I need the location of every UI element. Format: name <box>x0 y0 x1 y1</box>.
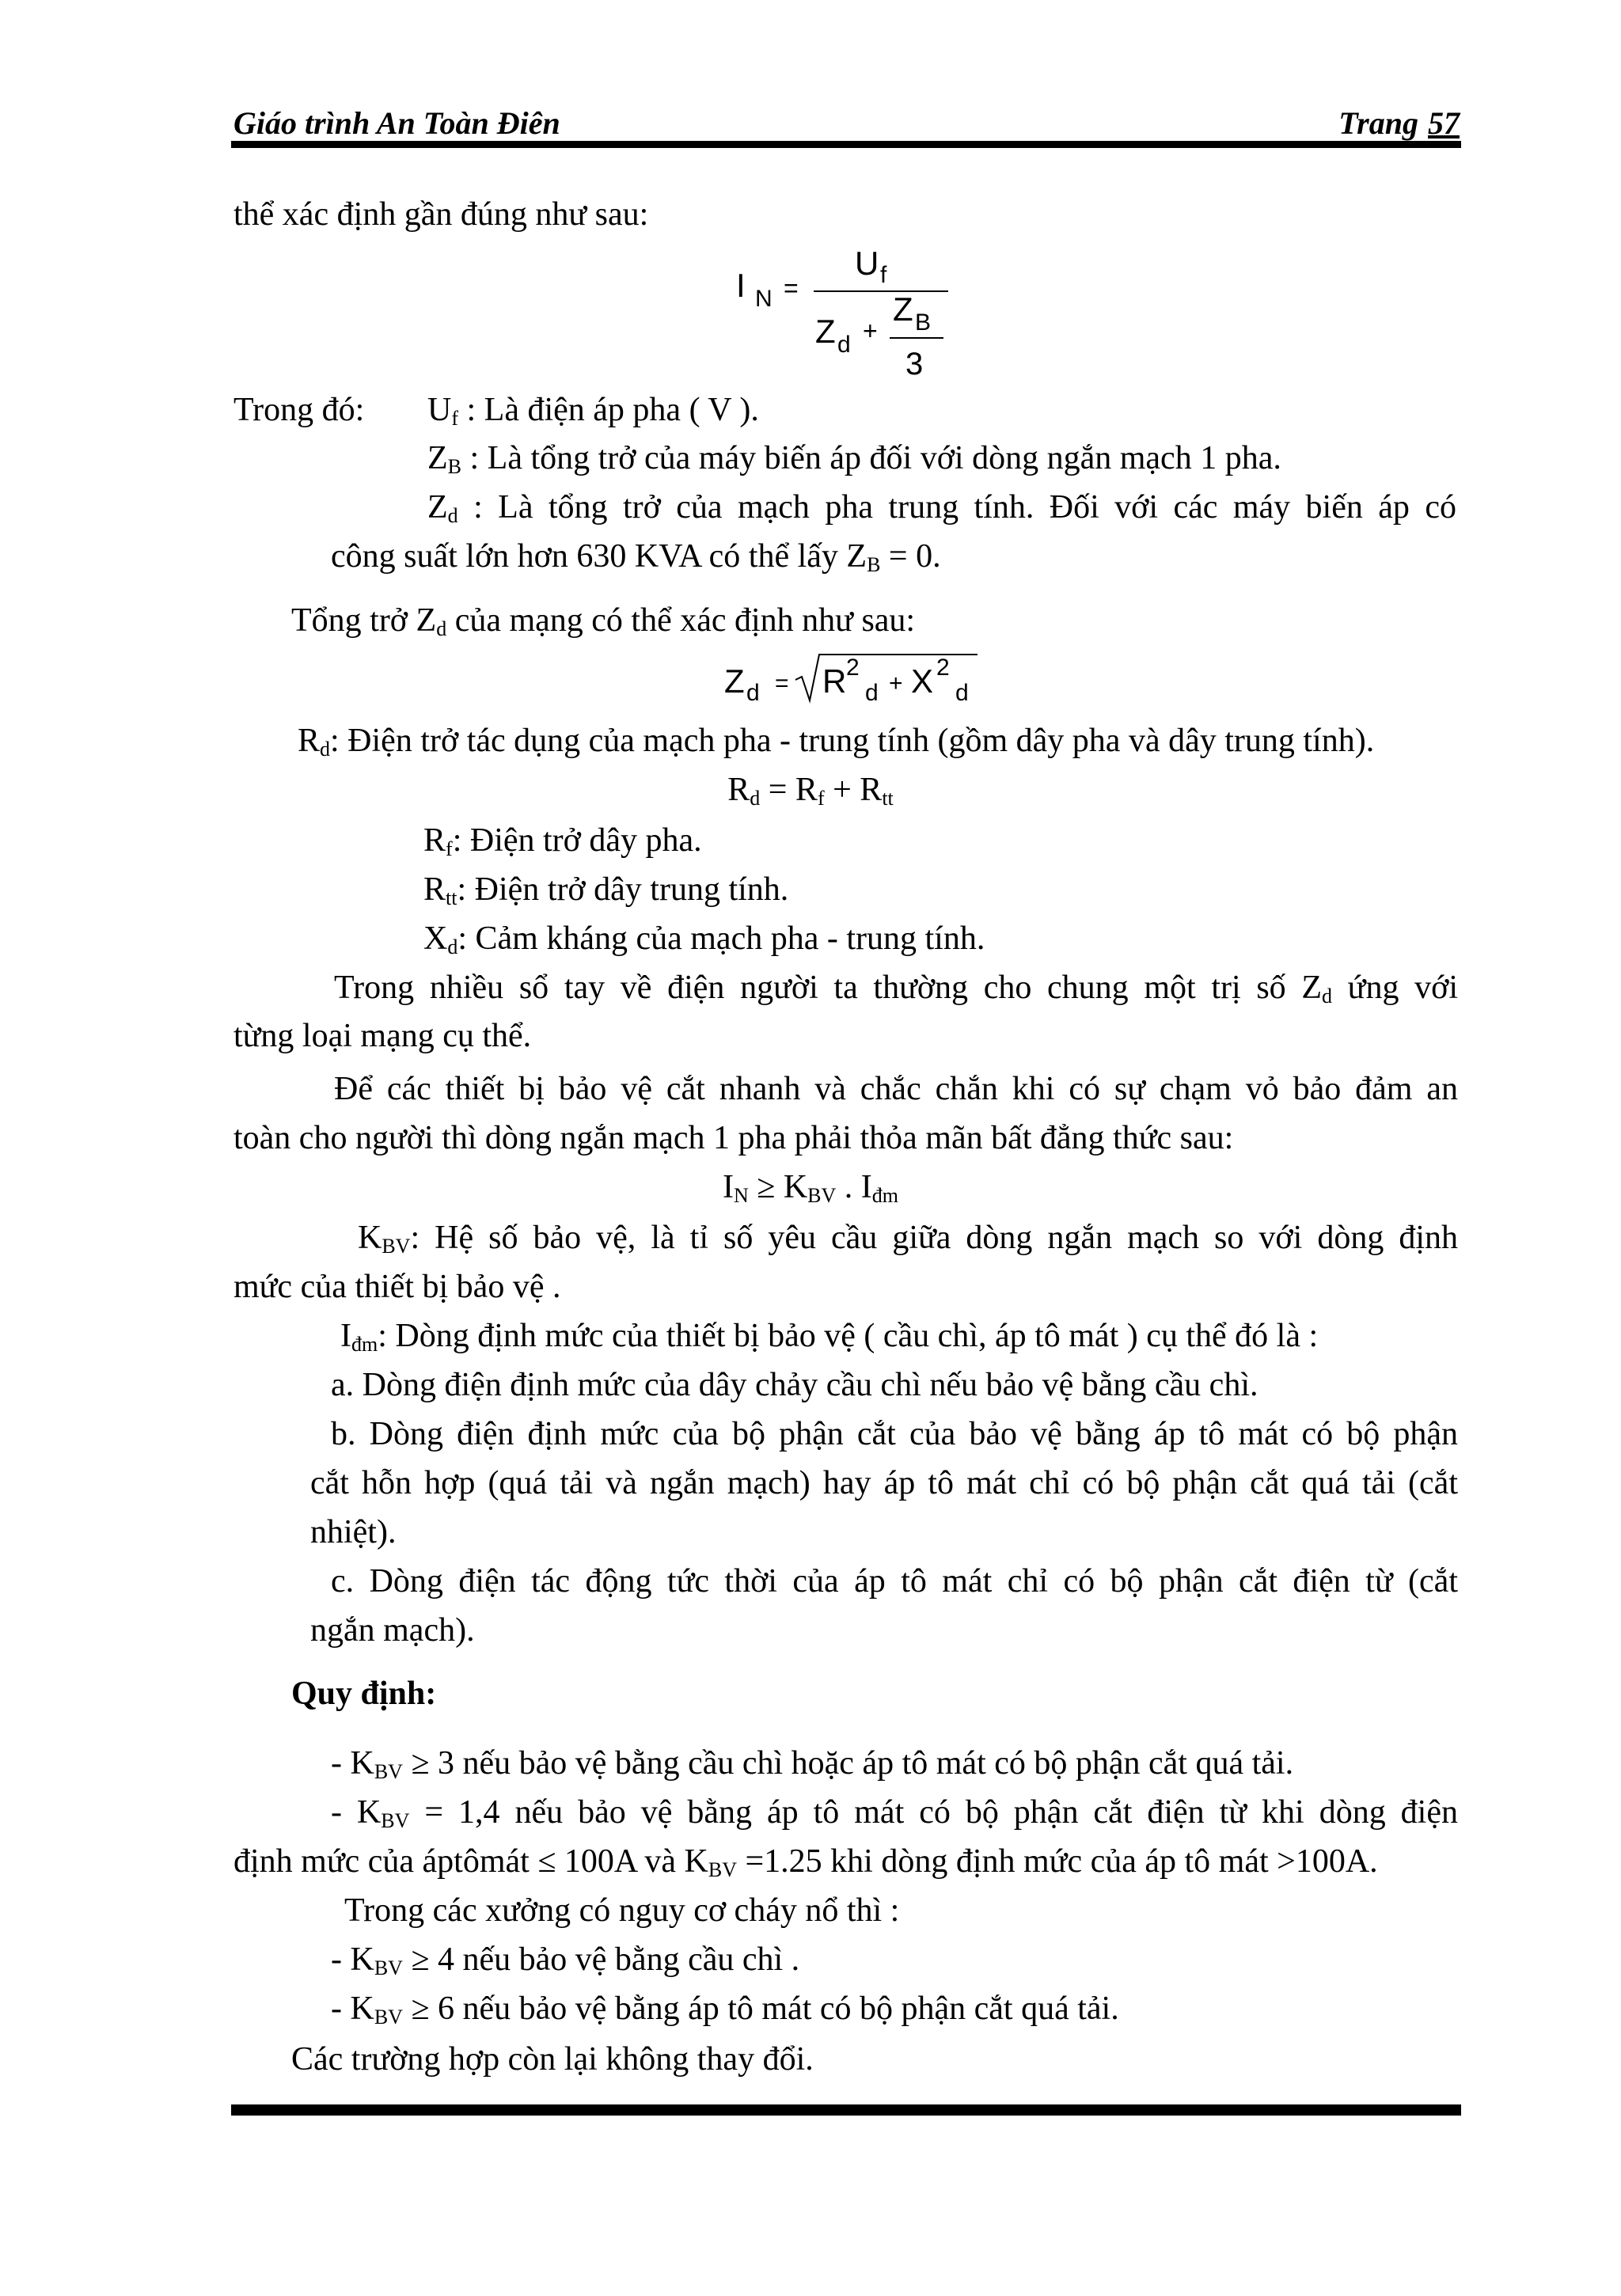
item-c-line-1: c. Dòng điện tác động tức thời của áp tô mát chỉ có bộ phận cắt điện từ (cắt <box>331 1563 1458 1600</box>
trong-do-label: Trong đó: <box>233 392 365 428</box>
footer-rule <box>231 2104 1461 2116</box>
f2-r-exp: 2 <box>846 655 860 681</box>
f1-inner-num: Z <box>893 290 913 328</box>
f2-r: R <box>822 662 847 700</box>
intro-line: thể xác định gần đúng như sau: <box>233 196 649 233</box>
para-1-line-2: từng loại mạng cụ thể. <box>233 1018 532 1054</box>
tong-tro-line: Tổng trở $Z_d$ của mạng có thể xác định như sau: <box>291 602 916 640</box>
f1-num: U <box>855 245 879 282</box>
para-1-line-1: Trong nhiều sổ tay về điện người ta thường cho chung một trị số $Z_d$ ứng với <box>334 970 1458 1008</box>
f1-den-sub: d <box>837 332 851 358</box>
def-kbv: $K_{BV}$: Hệ số bảo vệ, là tỉ số yêu cầu giữa dòng ngắn mạch so với dòng định <box>358 1220 1458 1258</box>
inequality: $I_N \ge K_{BV}$ . $I_{đm}$ <box>722 1169 899 1207</box>
rule-4: - $K_{BV} \ge 4$ nếu bảo vệ bằng cầu chì . <box>331 1941 800 1979</box>
f2-eq: = <box>775 670 789 696</box>
f1-lhs: I <box>736 267 746 304</box>
def-xd: $X_d$: Cảm kháng của mạch pha - trung tính. <box>423 920 985 958</box>
item-b-line-3: nhiệt). <box>310 1514 397 1550</box>
def-zd: $Z_d$ : Là tổng trở của mạch pha trung tính. Đối với các máy biến áp có <box>427 489 1456 527</box>
item-c-line-2: ngắn mạch). <box>310 1612 475 1649</box>
f2-x-exp: 2 <box>936 655 950 681</box>
def-rd: $R_d$: Điện trở tác dụng của mạch pha - trung tính (gồm dây pha và dây trung tính). <box>298 723 1375 761</box>
rule-1: - $K_{BV} \ge 3$ nếu bảo vệ bằng cầu chì hoặc áp tô mát có bộ phận cắt quá tải. <box>331 1745 1294 1783</box>
def-zb: $Z_B$ : Là tổng trở của máy biến áp đối với dòng ngắn mạch 1 pha. <box>427 440 1281 478</box>
formula-impedance <box>716 645 985 708</box>
f2-lhs: Z <box>724 662 745 700</box>
rule-6: Các trường hợp còn lại không thay đổi. <box>291 2041 814 2078</box>
f2-x-sub: d <box>955 680 969 706</box>
def-rtt: $R_{tt}$: Điện trở dây trung tính. <box>423 871 789 909</box>
header-page-label: Trang <box>1338 105 1418 141</box>
def-uf: $U_f$ : Là điện áp pha ( V ). <box>427 392 759 430</box>
f2-plus: + <box>889 670 903 696</box>
para-2-line-1: Để các thiết bị bảo vệ cắt nhanh và chắc chắn khi có sự chạm vỏ bảo đảm an <box>334 1071 1458 1107</box>
def-zd-cont: công suất lớn hơn 630 KVA có thể lấy $Z_B = 0$. <box>331 538 941 576</box>
rule-5: - $K_{BV} \ge 6$ nếu bảo vệ bằng áp tô mát có bộ phận cắt quá tải. <box>331 1990 1119 2028</box>
header-rule <box>231 141 1461 148</box>
f1-den: Z <box>815 313 836 350</box>
item-a: a. Dòng điện định mức của dây chảy cầu chì nếu bảo vệ bằng cầu chì. <box>331 1367 1258 1403</box>
f1-inner-den: 3 <box>905 347 924 381</box>
f1-inner-num-sub: B <box>915 309 932 336</box>
f2-r-sub: d <box>865 680 879 706</box>
header-page <box>1338 104 1460 142</box>
rule-2-line-1: - $K_{BV} = 1,4$ nếu bảo vệ bằng áp tô mát có bộ phận cắt điện từ khi dòng điện <box>331 1794 1458 1832</box>
formula-short-circuit-current <box>712 241 981 384</box>
f1-num-sub: f <box>880 262 887 288</box>
item-b-line-1: b. Dòng điện định mức của bộ phận cắt của bảo vệ bằng áp tô mát có bộ phận <box>331 1416 1458 1452</box>
def-idm: $I_{đm}$: Dòng định mức của thiết bị bảo vệ ( cầu chì, áp tô mát ) cụ thể đó là : <box>340 1318 1319 1356</box>
def-kbv-cont: mức của thiết bị bảo vệ . <box>233 1269 561 1305</box>
f2-x: X <box>911 662 934 700</box>
header-page-number: 57 <box>1428 105 1460 141</box>
para-2-line-2: toàn cho người thì dòng ngắn mạch 1 pha phải thỏa mãn bất đẳng thức sau: <box>233 1120 1234 1156</box>
def-rf: $R_f$: Điện trở dây pha. <box>423 822 702 860</box>
f2-lhs-sub: d <box>746 680 760 706</box>
f1-plus: + <box>863 317 878 345</box>
eq-rd: $R_d = R_f + R_{tt}$ <box>727 772 894 810</box>
section-heading-quy-dinh: Quy định: <box>291 1676 437 1712</box>
header-title: Giáo trình An Toàn Điên <box>233 105 560 141</box>
f1-lhs-sub: N <box>755 286 773 312</box>
item-b-line-2: cắt hỗn hợp (quá tải và ngắn mạch) hay áp tô mát chỉ có bộ phận cắt quá tải (cắt <box>310 1465 1458 1501</box>
rule-3: Trong các xưởng có nguy cơ cháy nổ thì : <box>344 1892 900 1929</box>
rule-2-line-2: định mức của áptômát ≤ 100A và $K_{BV} =1.25$ khi dòng định mức của áp tô mát >100A. <box>233 1843 1378 1881</box>
f1-eq: = <box>784 274 799 302</box>
